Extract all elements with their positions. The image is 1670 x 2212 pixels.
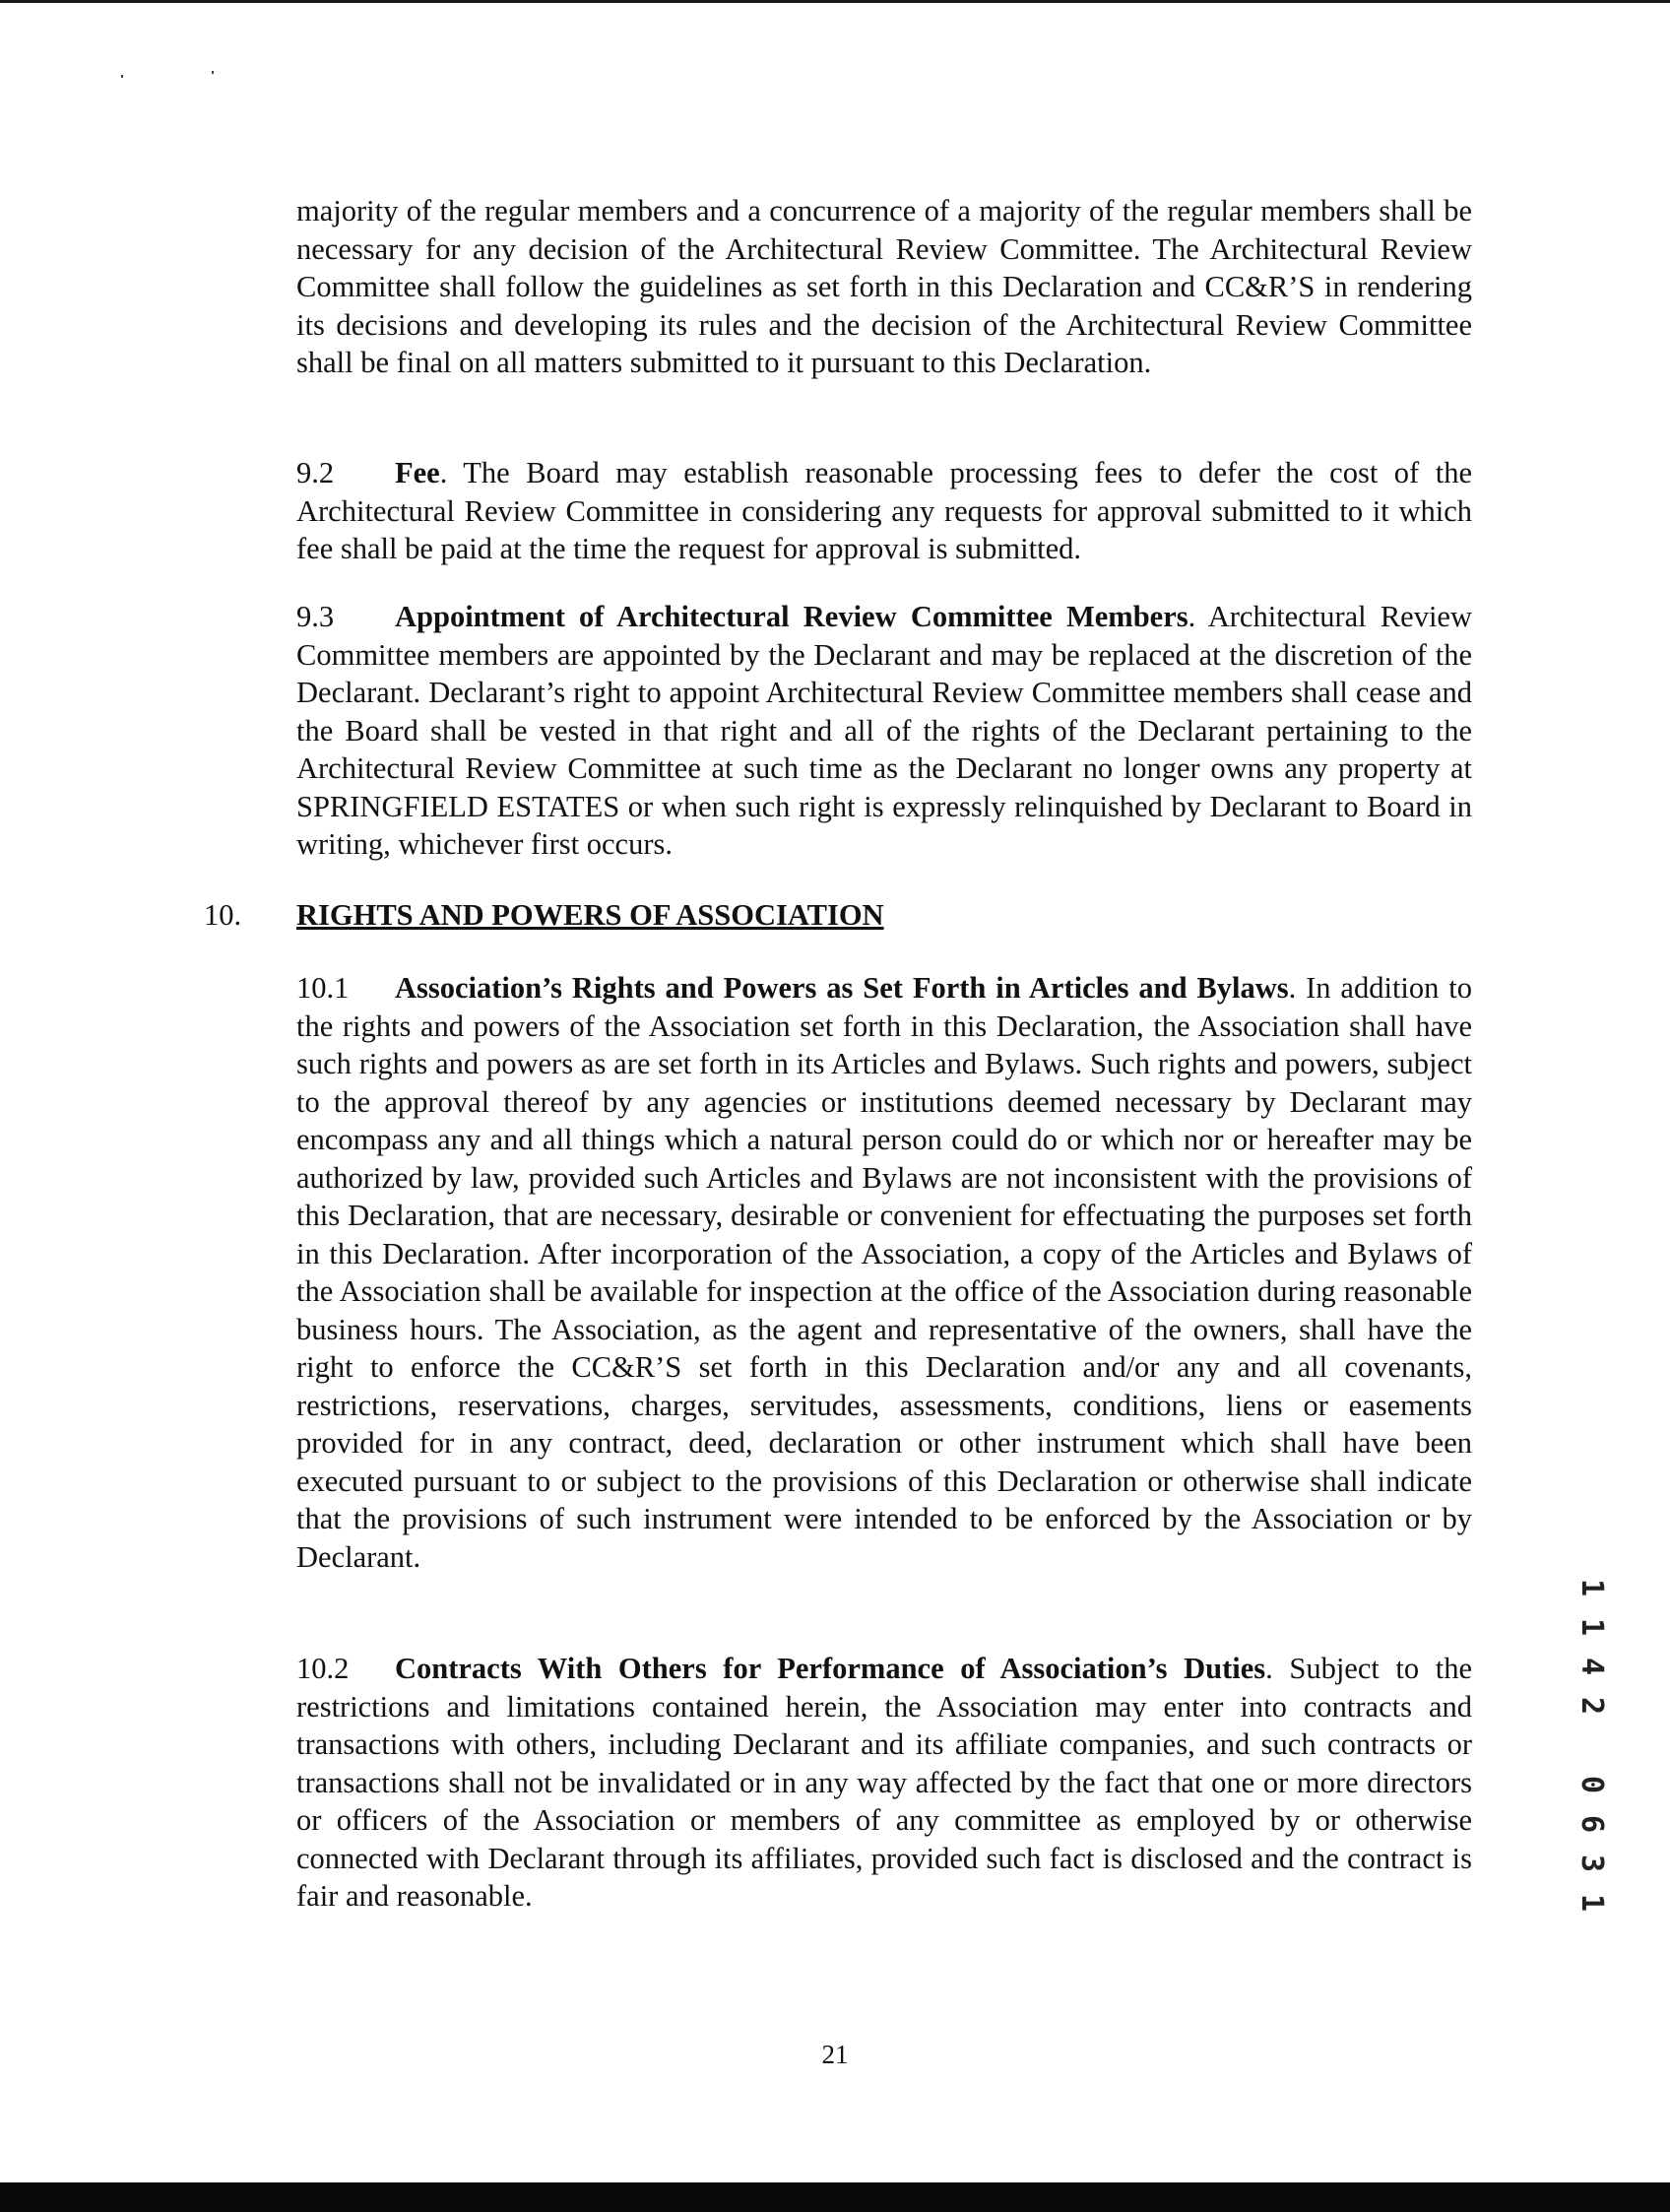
stamp-glyph: 3 [1574, 1854, 1609, 1873]
scan-bottom-band [0, 2182, 1670, 2212]
stamp-glyph: 0 [1574, 1775, 1609, 1794]
section-title: Appointment of Architectural Review Committee Members [395, 600, 1188, 633]
stamp-glyph: 4 [1574, 1657, 1609, 1676]
section-text: . The Board may establish reasonable processing fees to defer the cost of the Architectural Review Committee in considering any requests for approval submitted to it which fee shall be paid at the time the request for approval is submitted. [296, 456, 1472, 565]
section-9-3 [296, 598, 1472, 864]
stamp-glyph: 6 [1574, 1814, 1609, 1834]
section-9-2 [296, 454, 1472, 568]
section-10-1 [296, 969, 1472, 1576]
scan-top-edge [0, 0, 1670, 3]
section-text: . In addition to the rights and powers of the Association set forth in this Declaration, the Association shall have such rights and powers as are set forth in its Articles and Bylaws. Such rights and powers, subject to the approval thereof by any agencies or institutions deemed necessary by Declarant may encompass any and all things which a natural person could do or which nor or hereafter may be authorized by law, provided such Articles and Bylaws are not inconsistent with the provisions of this Declaration, that are necessary, desirable or convenient for effectuating the purposes set forth in this Declaration. After incorporation of the Association, a copy of the Articles and Bylaws of the Association shall be available for inspection at the office of the Association during reasonable business hours. The Association, as the agent and representative of the owners, shall have the right to enforce the CC&R’S set forth in this Declaration and/or any and all covenants, restrictions, reservations, charges, servitudes, assessments, conditions, liens or easements provided for in any contract, deed, declaration or other instrument which shall have been executed pursuant to or subject to the provisions of this Declaration or otherwise shall indicate that the provisions of such instrument were intended to be enforced by the Association or by Declarant. [296, 971, 1472, 1574]
section-text: . Subject to the restrictions and limitations contained herein, the Association may enter into contracts and transactions with others, including Declarant and its affiliate companies, and such contracts or transactions shall not be invalidated or in any way affected by the fact that one or more directors or officers of the Association or members of any committee as employed by or otherwise connected with Declarant through its affiliates, provided such fact is disclosed and the contract is fair and reasonable. [296, 1652, 1472, 1913]
section-number: 10.1 [296, 971, 350, 1005]
stamp-glyph: 2 [1574, 1696, 1609, 1716]
margin-stamp [1574, 1568, 1609, 1922]
section-number: 10.2 [296, 1652, 350, 1685]
section-title: Association’s Rights and Powers as Set Forth in Articles and Bylaws [395, 971, 1289, 1005]
paragraph-intro: majority of the regular members and a concurrence of a majority of the regular members shall be necessary for any decision of the Architectural Review Committee. The Architectural Review Committee shall follow the guidelines as set forth in this Declaration and CC&R’S in rendering its decisions and developing its rules and the decision of the Architectural Review Committee shall be final on all matters submitted to it pursuant to this Declaration. [296, 194, 1472, 379]
stamp-glyph: 1 [1574, 1617, 1609, 1637]
scan-speck [121, 75, 123, 78]
stamp-line-2 [1574, 1765, 1609, 1922]
section-number: 9.3 [296, 600, 335, 633]
section-title: Fee [395, 456, 440, 489]
stamp-line-1 [1574, 1568, 1609, 1725]
stamp-glyph: 1 [1574, 1893, 1609, 1913]
section-number: 9.2 [296, 456, 335, 489]
section-title: Contracts With Others for Performance of Association’s Duties [395, 1652, 1266, 1685]
stamp-glyph: 1 [1574, 1578, 1609, 1597]
section-10-2 [296, 1650, 1472, 1916]
section-10-number: 10. [204, 898, 242, 932]
section-text: . Architectural Review Committee members are appointed by the Declarant and may be replaced at the discretion of the Declarant. Declarant’s right to appoint Architectural Review Committee members shall cease and the Board shall be vested in that right and all of the rights of the Declarant pertaining to the Architectural Review Committee at such time as the Declarant no longer owns any property at SPRINGFIELD ESTATES or when such right is expressly relinquished by Declarant to Board in writing, whichever first occurs. [296, 600, 1472, 861]
scan-speck [212, 71, 214, 74]
section-10-heading: RIGHTS AND POWERS OF ASSOCIATION [296, 898, 884, 932]
page-number: 21 [821, 2040, 849, 2069]
